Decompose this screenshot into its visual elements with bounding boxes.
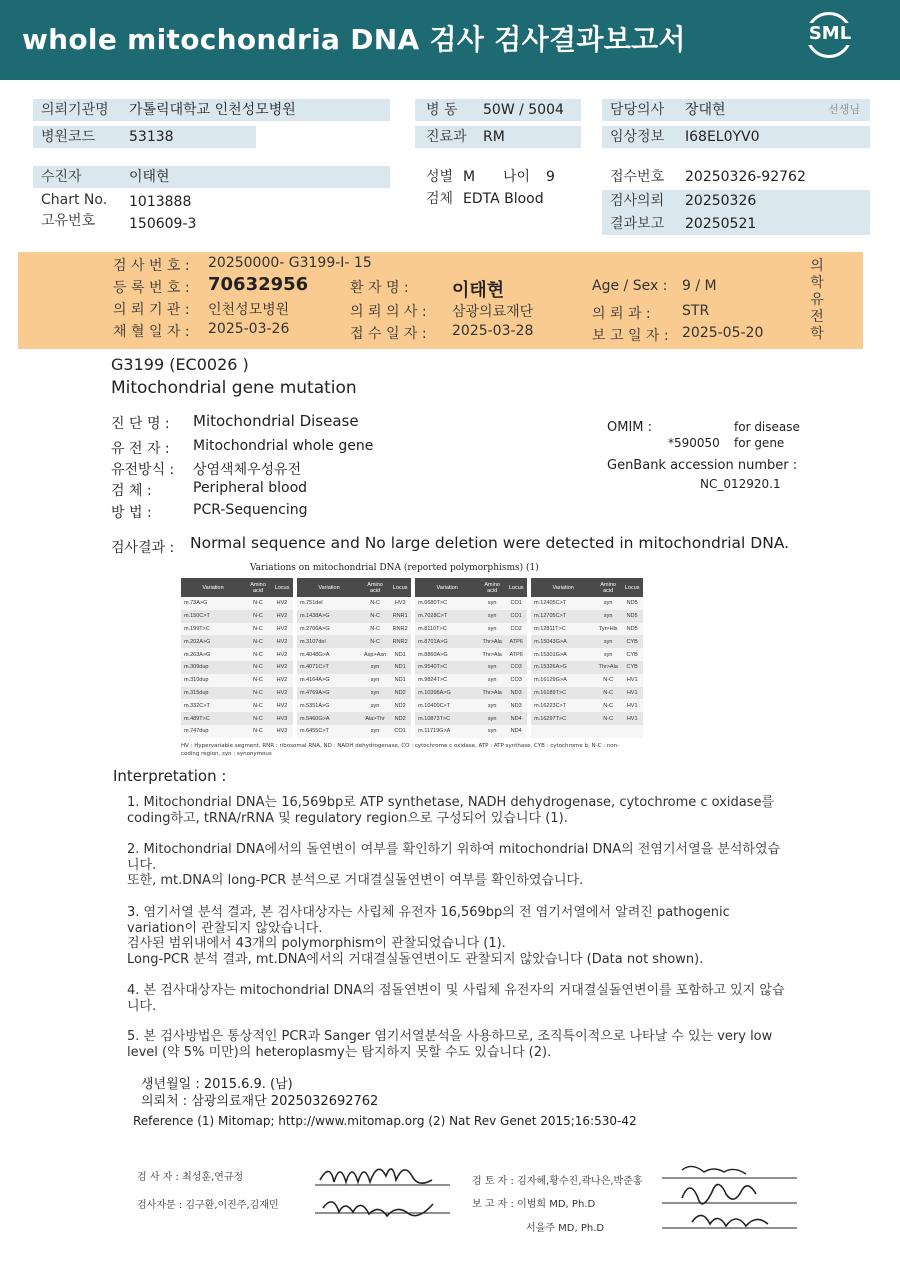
reviewer: 검 토 자 : 김자혜,황수진,곽나은,박준홍 <box>472 1176 643 1187</box>
specimen-label: 검체 <box>426 191 454 207</box>
paragraph: 또한, mt.DNA의 long-PCR 분석으로 거대결실돌연변이 여부를 확인하였습니다. <box>127 873 584 888</box>
reporter-2: 서을주 MD, Ph.D <box>526 1223 605 1234</box>
table-cell: m.16189T>C <box>531 687 595 700</box>
interpretation-p2 <box>127 842 787 889</box>
genbank-label: GenBank accession number : <box>607 458 798 473</box>
table-cell: m.73A>G <box>181 597 245 610</box>
paragraph: 2. Mitochondrial DNA에서의 돌연변이 여부를 확인하기 위하여 mitochondrial DNA의 전염기서열을 분석하였습니다. <box>127 842 781 873</box>
draw-label: 채 혈 일 자 : <box>113 324 190 340</box>
table-row <box>181 712 643 725</box>
table-row <box>181 661 643 674</box>
result-value: Normal sequence and No large deletion were detected in mitochondrial DNA. <box>190 534 790 552</box>
table-cell: CO1 <box>505 610 527 623</box>
table-cell: RNR2 <box>389 635 411 648</box>
sex-value: M <box>463 169 476 185</box>
table-cell: m.15043G>A <box>531 635 595 648</box>
table-cell: N-C <box>595 674 621 687</box>
variations-note: HV : Hypervariable segment, RNR : ribosomal RNA, ND : NADH dehydrogenase, CO : cytochrome c oxidase, ATP : ATP synthase, CYB : cytochrome b, N-C : non-coding region, syn : synonymous <box>181 743 620 757</box>
table-cell: syn <box>479 699 505 712</box>
table-cell: Thr>Ala <box>479 648 505 661</box>
interpretation-p3 <box>127 905 787 967</box>
table-cell: ND2 <box>389 699 411 712</box>
result-label: 검사결과 : <box>111 540 175 556</box>
table-row <box>181 648 643 661</box>
table-cell: N-C <box>245 635 271 648</box>
column-header: Amino acid <box>245 578 271 597</box>
table-cell: m.4071C>T <box>297 661 361 674</box>
hospital-code-value: 53138 <box>129 129 174 145</box>
table-cell: m.4769A>G <box>297 687 361 700</box>
test-no-value: 20250000- G3199-I- 15 <box>208 255 372 271</box>
table-cell: m.15301G>A <box>531 648 595 661</box>
table-cell: ND5 <box>621 597 643 610</box>
specimen-field <box>415 188 581 210</box>
table-cell: N-C <box>361 610 389 623</box>
specimen-value: EDTA Blood <box>463 191 544 207</box>
paragraph: 3. 염기서열 분석 결과, 본 검사대상자는 사립체 유전자 16,569bp의 전 염기서열에서 알려진 pathogenic variation이 관찰되지 않았습니다. <box>127 905 730 936</box>
table-cell: ATP6 <box>505 648 527 661</box>
table-cell: syn <box>479 674 505 687</box>
table-cell: HV2 <box>271 661 293 674</box>
ward-value: 50W / 5004 <box>483 102 564 118</box>
column-header: Locus <box>621 578 643 597</box>
signature-reviewer <box>662 1158 802 1234</box>
column-header: Amino acid <box>479 578 505 597</box>
band-dept-label: 의 뢰 과 : <box>592 306 651 322</box>
report-date-label: 결과보고 <box>610 216 665 232</box>
table-cell: HV1 <box>621 674 643 687</box>
table-cell: Thr>Ala <box>479 687 505 700</box>
table-cell: syn <box>595 648 621 661</box>
column-header: Variation <box>415 578 479 597</box>
table-cell: m.12811T>C <box>531 623 595 636</box>
interpretation-p4 <box>127 983 787 1014</box>
doctor-value: 장대현 <box>685 102 726 118</box>
req-doc-value: 삼광의료재단 <box>452 304 534 320</box>
dept-label: 진료과 <box>426 129 467 145</box>
interpretation-heading: Interpretation : <box>113 767 227 785</box>
table-cell: m.16297T>C <box>531 712 595 725</box>
clinical-field <box>602 126 870 148</box>
table-cell: ND1 <box>389 648 411 661</box>
table-cell: CYB <box>621 635 643 648</box>
test-no-label: 검 사 번 호 : <box>113 258 190 274</box>
patient-label: 수진자 <box>41 169 82 185</box>
request-label: 검사의뢰 <box>610 193 665 209</box>
table-cell: m.9824T>C <box>415 674 479 687</box>
table-cell: m.199T>C <box>181 623 245 636</box>
table-cell: N-C <box>361 623 389 636</box>
table-cell: N-C <box>245 712 271 725</box>
vertical-char: 의 <box>810 258 824 274</box>
table-row <box>181 623 643 636</box>
institution-value: 가톨릭대학교 인천성모병원 <box>129 102 296 118</box>
chart-value: 1013888 <box>129 194 192 210</box>
ward-field <box>415 99 581 121</box>
unique-label: 고유번호 <box>41 213 96 229</box>
table-cell: ND1 <box>389 661 411 674</box>
table-cell: m.263A>G <box>181 648 245 661</box>
table-cell: m.202A>G <box>181 635 245 648</box>
column-header: Amino acid <box>595 578 621 597</box>
age-label: 나이 <box>503 169 531 185</box>
table-cell: ND3 <box>505 699 527 712</box>
table-cell: m.10398A>G <box>415 687 479 700</box>
band-report-label: 보 고 일 자 : <box>592 328 669 344</box>
unique-value: 150609-3 <box>129 216 197 232</box>
diag-value: Mitochondrial Disease <box>193 412 359 430</box>
interpretation-p5 <box>127 1029 787 1060</box>
band-report-value: 2025-05-20 <box>682 325 764 341</box>
institution-field <box>33 99 390 121</box>
band-patient-value: 이태현 <box>452 280 505 301</box>
table-cell <box>595 725 621 738</box>
table-cell: ND2 <box>389 712 411 725</box>
variations-table <box>181 578 643 738</box>
diag-label: 진 단 명 : <box>111 416 170 432</box>
reporter: 보 고 자 : 이범희 MD, Ph.D <box>472 1199 596 1210</box>
table-cell: ND5 <box>621 610 643 623</box>
table-cell: syn <box>479 712 505 725</box>
receipt-value: 20250326-92762 <box>685 169 806 185</box>
column-header: Locus <box>505 578 527 597</box>
table-cell: CYB <box>621 648 643 661</box>
omim-disease: for disease <box>734 420 800 434</box>
table-cell: syn <box>595 597 621 610</box>
paragraph: Long-PCR 분석 결과, mt.DNA에서의 거대결실돌연변이도 관찰되지 않았습니다 (Data not shown). <box>127 951 704 967</box>
table-cell <box>531 725 595 738</box>
table-cell: N-C <box>245 687 271 700</box>
inherit-value: 상염색체우성유전 <box>193 462 302 478</box>
reg-no-value: 70632956 <box>208 274 309 295</box>
table-cell: HV2 <box>271 597 293 610</box>
paragraph: 검사된 범위내에서 43개의 polymorphism이 관찰되었습니다 (1). <box>127 936 506 951</box>
table-cell: HV2 <box>271 674 293 687</box>
tester: 검 사 자 : 최성훈,연규정 <box>137 1172 244 1183</box>
table-row <box>181 597 643 610</box>
unique-field <box>33 210 390 232</box>
table-cell: m.12705C>T <box>531 610 595 623</box>
req-doc-label: 의 뢰 의 사 : <box>350 304 427 320</box>
signature-tester <box>315 1150 455 1222</box>
table-cell: syn <box>595 610 621 623</box>
table-cell: N-C <box>595 712 621 725</box>
table-cell: HV3 <box>389 597 411 610</box>
vertical-char: 유 <box>810 292 824 308</box>
table-cell: m.150C>T <box>181 610 245 623</box>
table-cell: N-C <box>245 699 271 712</box>
method-label: 방 법 : <box>111 505 152 521</box>
table-cell: m.309dup <box>181 661 245 674</box>
vertical-char: 학 <box>810 326 824 342</box>
table-cell: CYB <box>621 661 643 674</box>
chart-field <box>33 189 390 211</box>
column-header: Locus <box>389 578 411 597</box>
table-cell: syn <box>479 661 505 674</box>
table-cell: HV2 <box>271 687 293 700</box>
table-row <box>181 699 643 712</box>
omim-gene-no: *590050 <box>668 436 720 450</box>
table-cell: m.332C>T <box>181 699 245 712</box>
table-cell: N-C <box>361 597 389 610</box>
test-code: G3199 (EC0026 ) <box>111 355 249 374</box>
reg-no-label: 등 록 번 호 : <box>113 280 190 296</box>
method-value: PCR-Sequencing <box>193 502 308 518</box>
column-header: Variation <box>531 578 595 597</box>
table-cell: CO1 <box>505 597 527 610</box>
age-sex-label: Age / Sex : <box>592 278 668 294</box>
table-cell: Thr>Ala <box>479 635 505 648</box>
table-cell: HV2 <box>271 648 293 661</box>
table-cell: ND1 <box>389 674 411 687</box>
table-cell: m.11719G>A <box>415 725 479 738</box>
receipt-label: 접수번호 <box>610 169 665 185</box>
doctor-field <box>602 99 870 121</box>
lab-info-band <box>18 252 863 349</box>
interpretation-p1 <box>127 795 787 826</box>
table-cell: m.10873T>C <box>415 712 479 725</box>
table-cell: m.8110T>C <box>415 623 479 636</box>
table-cell: HV1 <box>621 712 643 725</box>
table-cell: HV2 <box>271 635 293 648</box>
hospital-code-field <box>33 126 256 148</box>
table-cell: m.8701A>G <box>415 635 479 648</box>
table-row <box>181 674 643 687</box>
table-cell: CO1 <box>389 725 411 738</box>
table-cell: m.8860A>G <box>415 648 479 661</box>
genbank-value: NC_012920.1 <box>700 477 781 491</box>
table-cell: syn <box>479 725 505 738</box>
table-cell: CO3 <box>505 661 527 674</box>
table-cell: m.15326A>G <box>531 661 595 674</box>
table-cell: syn <box>479 623 505 636</box>
vertical-char: 전 <box>810 309 824 325</box>
table-cell: m.310dup <box>181 674 245 687</box>
table-cell: syn <box>361 674 389 687</box>
vertical-dept-name <box>808 258 826 343</box>
table-cell: RNR1 <box>389 610 411 623</box>
specimen-value: Peripheral blood <box>193 480 308 496</box>
omim-gene: for gene <box>734 436 785 450</box>
table-cell: m.5351A>G <box>297 699 361 712</box>
dept-field <box>415 126 581 148</box>
table-cell: ND4 <box>505 712 527 725</box>
table-cell: ND4 <box>505 725 527 738</box>
table-cell: m.5460G>A <box>297 712 361 725</box>
doctor-label: 담당의사 <box>610 102 665 118</box>
table-cell: syn <box>595 635 621 648</box>
table-cell: HV1 <box>621 687 643 700</box>
table-cell: HV3 <box>271 712 293 725</box>
table-cell: N-C <box>245 674 271 687</box>
draw-value: 2025-03-26 <box>208 321 290 337</box>
table-cell: N-C <box>361 635 389 648</box>
table-cell: m.751del <box>297 597 361 610</box>
table-cell <box>621 725 643 738</box>
table-cell: N-C <box>245 623 271 636</box>
request-value: 20250326 <box>685 193 757 209</box>
table-cell: Asp>Asn <box>361 648 389 661</box>
age-value: 9 <box>546 169 555 185</box>
paragraph: 5. 본 검사방법은 통상적인 PCR과 Sanger 염기서열분석을 사용하므로, 조직특이적으로 나타날 수 있는 very low level (약 5% 미만)의 heteroplasmy는 탐지하지 못할 수도 있습니다 (2). <box>127 1029 773 1060</box>
paragraph: 1. Mitochondrial DNA는 16,569bp로 ATP synthetase, NADH dehydrogenase, cytochrome c oxidase를 coding하고, tRNA/rRNA 및 regulatory region으로 구성되어 있습니다 (1). <box>127 795 775 826</box>
table-cell: N-C <box>595 687 621 700</box>
table-cell: N-C <box>245 597 271 610</box>
paragraph: 4. 본 검사대상자는 mitochondrial DNA의 점돌연변이 및 사립체 유전자의 거대결실돌연변이를 포함하고 있지 않습니다. <box>127 983 785 1014</box>
report-title: whole mitochondria DNA 검사 검사결과보고서 <box>22 23 686 56</box>
report-header <box>0 0 900 80</box>
sex-age-field <box>415 166 581 188</box>
table-cell: m.6680T>C <box>415 597 479 610</box>
column-header: Variation <box>181 578 245 597</box>
chart-label: Chart No. <box>41 192 108 208</box>
table-header-row <box>181 578 643 597</box>
age-sex-value: 9 / M <box>682 278 717 294</box>
institution-label: 의뢰기관명 <box>41 102 109 118</box>
table-cell: m.16223C>T <box>531 699 595 712</box>
dates-field <box>602 190 870 235</box>
table-cell: CO3 <box>505 674 527 687</box>
gene-label: 유 전 자 : <box>111 441 170 457</box>
table-cell: HV3 <box>271 725 293 738</box>
table-cell: m.7028C>T <box>415 610 479 623</box>
table-cell: m.747dup <box>181 725 245 738</box>
vertical-char: 학 <box>810 275 824 291</box>
table-cell: syn <box>479 597 505 610</box>
patient-value: 이태현 <box>129 169 170 185</box>
patient-field <box>33 166 390 188</box>
table-row <box>181 610 643 623</box>
table-cell: syn <box>361 661 389 674</box>
inherit-label: 유전방식 : <box>111 462 175 478</box>
table-cell: m.315dup <box>181 687 245 700</box>
dept-value: RM <box>483 129 505 145</box>
clinical-value: I68EL0YV0 <box>685 129 760 145</box>
table-cell: m.10400C>T <box>415 699 479 712</box>
sml-logo <box>800 12 860 68</box>
band-inst-value: 인천성모병원 <box>208 302 290 318</box>
gene-value: Mitochondrial whole gene <box>193 438 374 454</box>
table-cell: m.4048G>A <box>297 648 361 661</box>
doctor-suffix: 선생님 <box>828 103 860 116</box>
table-cell: N-C <box>245 661 271 674</box>
table-cell: ND3 <box>505 687 527 700</box>
omim-label: OMIM : <box>607 420 653 435</box>
table-cell: m.1438A>G <box>297 610 361 623</box>
table-cell: Tyr>His <box>595 623 621 636</box>
table-row <box>181 635 643 648</box>
table-cell: HV2 <box>271 623 293 636</box>
recv-value: 2025-03-28 <box>452 323 534 339</box>
specialist: 검사자문 : 김구환,이진주,김재민 <box>137 1200 279 1211</box>
sex-label: 성별 <box>426 169 454 185</box>
table-cell: HV2 <box>271 699 293 712</box>
table-cell: ATP6 <box>505 635 527 648</box>
table-cell: syn <box>479 610 505 623</box>
table-cell: m.9540T>C <box>415 661 479 674</box>
dob: 생년월일 : 2015.6.9. (남) <box>141 1077 293 1092</box>
test-name: Mitochondrial gene mutation <box>111 378 357 398</box>
table-cell: m.4164A>G <box>297 674 361 687</box>
column-header: Amino acid <box>361 578 389 597</box>
table-cell: m.16129G>A <box>531 674 595 687</box>
table-cell: HV1 <box>621 699 643 712</box>
column-header: Variation <box>297 578 361 597</box>
table-cell: CO2 <box>505 623 527 636</box>
table-cell: m.12405C>T <box>531 597 595 610</box>
table-cell: m.2706A>G <box>297 623 361 636</box>
table-cell: N-C <box>245 725 271 738</box>
table-cell: N-C <box>245 610 271 623</box>
requester: 의뢰처 : 삼광의료재단 2025032692762 <box>141 1094 379 1109</box>
table-cell: N-C <box>595 699 621 712</box>
table-cell: Ala>Thr <box>361 712 389 725</box>
band-patient-label: 환 자 명 : <box>350 280 409 296</box>
receipt-field <box>602 166 870 188</box>
reference: Reference (1) Mitomap; http://www.mitomap.org (2) Nat Rev Genet 2015;16:530-42 <box>133 1114 637 1128</box>
variations-title: Variations on mitochondrial DNA (reported polymorphisms) (1) <box>250 563 539 573</box>
table-cell: syn <box>361 687 389 700</box>
table-row <box>181 687 643 700</box>
table-cell: m.489T>C <box>181 712 245 725</box>
table-cell: ND2 <box>389 687 411 700</box>
table-cell: N-C <box>245 648 271 661</box>
report-date-value: 20250521 <box>685 216 757 232</box>
table-cell: ND5 <box>621 623 643 636</box>
table-cell: syn <box>361 699 389 712</box>
table-cell: m.6455C>T <box>297 725 361 738</box>
table-row <box>181 725 643 738</box>
recv-label: 접 수 일 자 : <box>350 326 427 342</box>
table-cell: Thr>Ala <box>595 661 621 674</box>
band-dept-value: STR <box>682 303 710 319</box>
ward-label: 병 동 <box>426 102 458 118</box>
table-cell: HV2 <box>271 610 293 623</box>
hospital-code-label: 병원코드 <box>41 129 96 145</box>
table-cell: RNR2 <box>389 623 411 636</box>
band-inst-label: 의 뢰 기 관 : <box>113 302 190 318</box>
logo-text: SML <box>800 23 860 45</box>
table-cell: syn <box>361 725 389 738</box>
specimen-label: 검 체 : <box>111 483 152 499</box>
table-cell: m.3107del <box>297 635 361 648</box>
clinical-label: 임상정보 <box>610 129 665 145</box>
column-header: Locus <box>271 578 293 597</box>
